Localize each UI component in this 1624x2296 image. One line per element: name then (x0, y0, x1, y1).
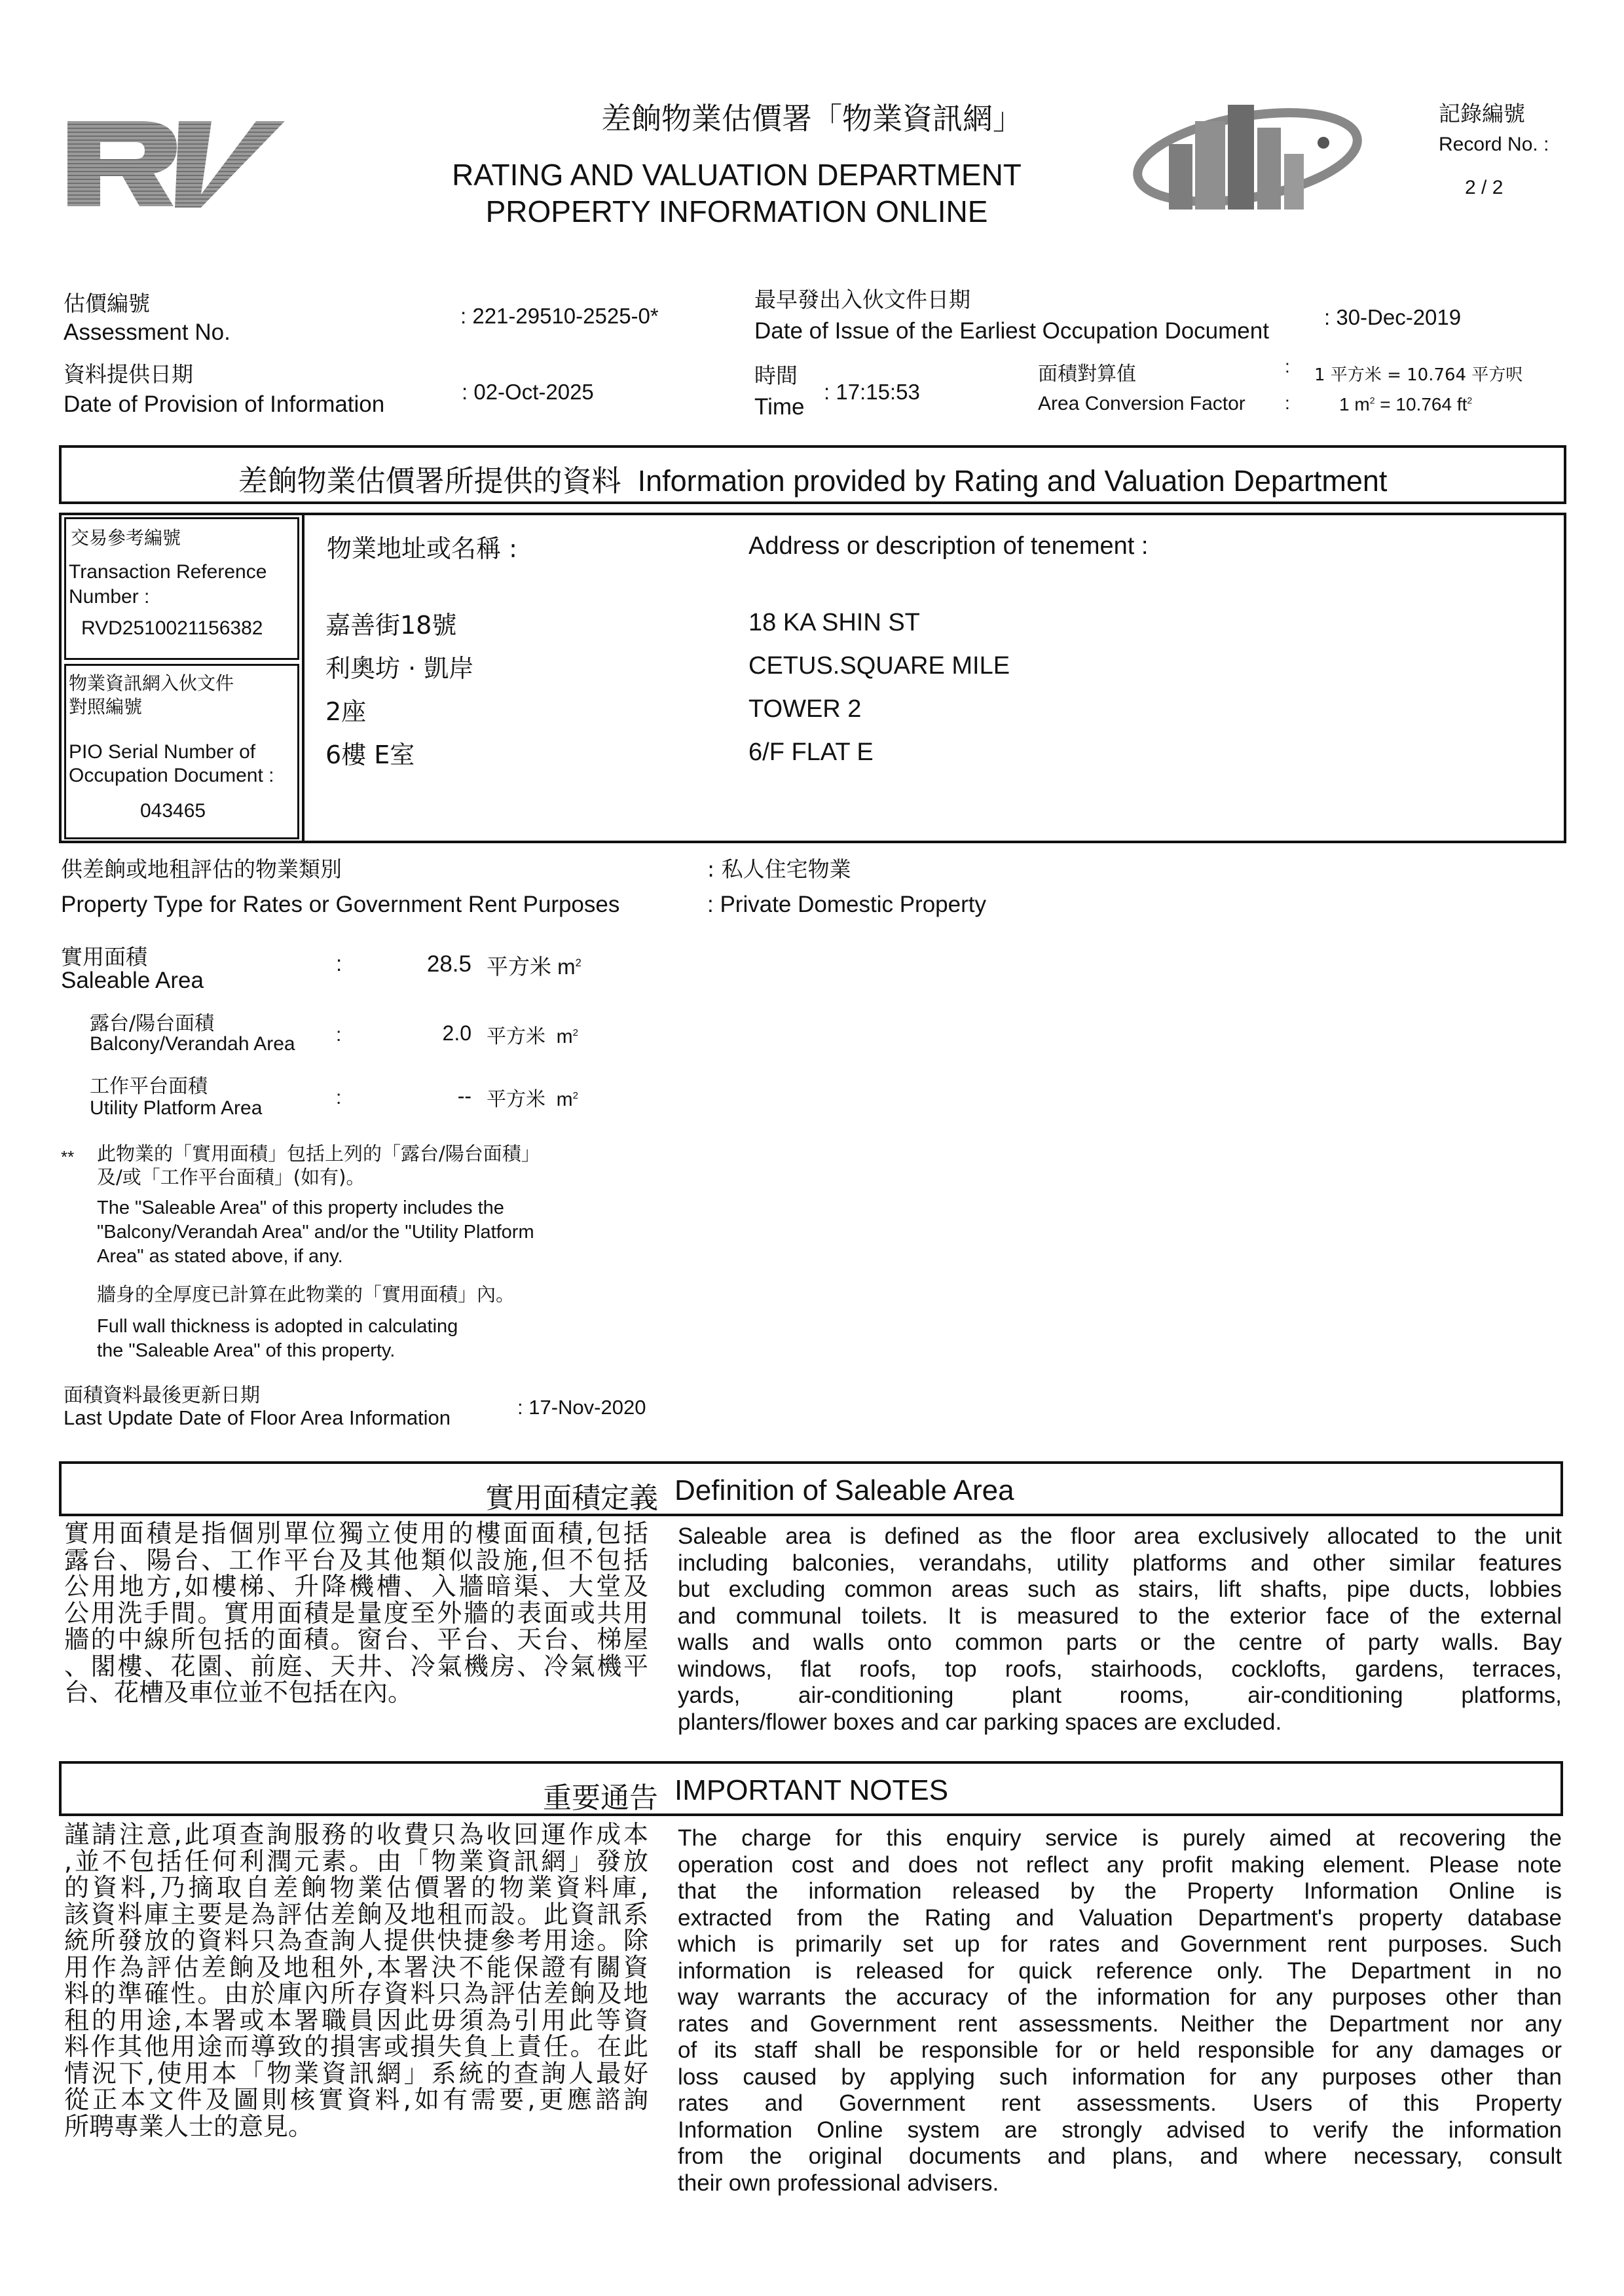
balcony-area-value: 2.0 (442, 1021, 471, 1045)
property-type-value-zh: : 私人住宅物業 (707, 856, 851, 882)
definition-title-zh: 實用面積定義 (485, 1482, 658, 1515)
note-asterisk: ** (61, 1147, 75, 1167)
assessment-value: : 221-29510-2525-0* (460, 304, 659, 328)
header-title-en-1: RATING AND VALUATION DEPARTMENT (452, 158, 1022, 192)
note1-en-line: Area" as stated above, if any. (97, 1246, 343, 1267)
time-label-en: Time (754, 394, 805, 420)
important-zh-line: 統所發放的資料只為查詢人提供快捷參考用途。除 (64, 1927, 648, 1954)
utility-area-unit: 平方米 $m^2$ (487, 1088, 579, 1111)
important-en-line: extracted from the Rating and Valuation Department's property database (678, 1904, 1562, 1931)
property-type-label-zh: 供差餉或地租評估的物業類別 (61, 856, 342, 882)
transaction-ref-label-en-1: Transaction Reference (69, 561, 267, 583)
address-zh-line: 嘉善街18號 (325, 611, 457, 640)
important-en-line: rates and Government rent assessments. Users of this Property (678, 2090, 1562, 2116)
utility-area-label-en: Utility Platform Area (90, 1097, 263, 1119)
important-en-line: The charge for this enquiry service is purely aimed at recovering the (678, 1825, 1562, 1851)
pio-serial-label-zh-1: 物業資訊網入伙文件 (69, 672, 234, 694)
important-en-line: Information Online system are strongly advised to verify the information (678, 2117, 1562, 2143)
utility-area-label-zh: 工作平台面積 (90, 1075, 208, 1098)
definition-en-paragraph (678, 1523, 1562, 1736)
important-zh-line: 所聘專業人士的意見。 (64, 2113, 314, 2140)
important-title-zh: 重要通告 (543, 1781, 658, 1815)
important-en-paragraph (678, 1825, 1562, 2196)
important-zh-line: 租的用途,本署或本署職員因此毋須為引用此等資 (64, 2007, 648, 2033)
occupation-date-value: : 30-Dec-2019 (1324, 305, 1462, 329)
definition-title-en: Definition of Saleable Area (674, 1474, 1014, 1506)
definition-zh-line: 露台、陽台、工作平台及其他類似設施,但不包括 (64, 1546, 648, 1573)
saleable-area-value: 28.5 (426, 951, 471, 977)
address-label-en: Address or description of tenement : (748, 532, 1149, 560)
occupation-date-label-en: Date of Issue of the Earliest Occupation Document (754, 318, 1269, 344)
important-en-line: of its staff shall be responsible for or held responsible for any damages or (678, 2037, 1562, 2063)
address-en-line: TOWER 2 (748, 695, 862, 723)
definition-en-line: but excluding common areas such as stairs, lift shafts, pipe ducts, lobbies (678, 1576, 1562, 1602)
address-en-line: CETUS.SQUARE MILE (748, 652, 1010, 680)
transaction-ref-label-zh: 交易參考編號 (71, 527, 181, 549)
balcony-area-label-zh: 露台/陽台面積 (90, 1012, 215, 1035)
address-zh-line: 利奧坊 · 凱岸 (325, 654, 474, 683)
important-zh-paragraph (64, 1821, 648, 2140)
pio-buildings-icon (1130, 92, 1365, 216)
pio-serial-label-zh-2: 對照編號 (69, 696, 143, 718)
pio-serial-value: 043465 (140, 800, 206, 822)
important-en-line: from the original documents and plans, and where necessary, consult (678, 2143, 1562, 2169)
last-update-label-en: Last Update Date of Floor Area Information (64, 1406, 451, 1429)
address-en-line: 18 KA SHIN ST (748, 609, 920, 636)
note1-en-line: The "Saleable Area" of this property includes the (97, 1197, 504, 1218)
definition-en-line: walls and walls onto common parts or the centre of party walls. Bay (678, 1630, 1562, 1655)
important-en-line: way warrants the accuracy of the information for any purposes other than (678, 1984, 1562, 2010)
important-zh-line: 該資料庫主要是為評估差餉及地租而設。此資訊系 (64, 1901, 648, 1927)
note2-en-line: the "Saleable Area" of this property. (97, 1340, 396, 1361)
definition-en-line: Saleable area is defined as the floor area exclusively allocated to the unit (678, 1523, 1562, 1549)
note1-zh-line: 此物業的「實用面積」包括上列的「露台/陽台面積」 (97, 1142, 540, 1165)
time-label-zh: 時間 (754, 363, 798, 388)
important-zh-line: 情況下,使用本「物業資訊網」系統的查詢人最好 (64, 2060, 648, 2086)
definition-en-line: including balconies, verandahs, utility platforms and other similar features (678, 1550, 1562, 1576)
record-no-value: 2 / 2 (1465, 177, 1504, 198)
important-zh-line: 料作其他用途而導致的損害或損失負上責任。在此 (64, 2033, 648, 2060)
saleable-area-unit: 平方米 $m^2$ (487, 954, 581, 979)
saleable-area-label-en: Saleable Area (61, 968, 204, 993)
definition-en-line: and communal toilets. It is measured to the exterior face of the external (678, 1603, 1562, 1629)
important-title-en: IMPORTANT NOTES (674, 1774, 949, 1806)
definition-zh-line: 公用地方,如樓梯、升降機槽、入牆暗渠、大堂及 (64, 1573, 648, 1600)
definition-zh-line: 實用面積是指個別單位獨立使用的樓面面積,包括 (64, 1520, 648, 1547)
important-zh-line: ,並不包括任何利潤元素。由「物業資訊網」發放 (64, 1848, 648, 1874)
balcony-area-label-en: Balcony/Verandah Area (90, 1033, 295, 1055)
note1-en-line: "Balcony/Verandah Area" and/or the "Utility Platform (97, 1222, 534, 1243)
pio-serial-label-en-2: Occupation Document : (69, 765, 274, 786)
conversion-factor-zh: 1 平方米 = 10.764 平方呎 (1314, 365, 1523, 385)
important-en-line: loss caused by applying such information for any purposes other than (678, 2064, 1562, 2090)
balcony-area-colon: : (336, 1024, 342, 1046)
transaction-ref-value: RVD2510021156382 (81, 617, 263, 639)
important-en-line: their own professional advisers. (678, 2170, 999, 2196)
conversion-factor-colon-1: : (1285, 356, 1290, 376)
address-label-zh: 物業地址或名稱 : (327, 534, 517, 563)
assessment-label-zh: 估價編號 (64, 291, 150, 316)
last-update-value: : 17-Nov-2020 (517, 1396, 646, 1419)
last-update-label-zh: 面積資料最後更新日期 (64, 1384, 260, 1407)
saleable-area-label-zh: 實用面積 (61, 944, 147, 970)
header-title-en-2: PROPERTY INFORMATION ONLINE (485, 194, 988, 228)
balcony-area-unit: 平方米 $m^2$ (487, 1025, 579, 1048)
transaction-ref-label-en-2: Number : (69, 586, 150, 608)
definition-en-line: yards, air-conditioning plant rooms, air-conditioning platforms, (678, 1683, 1562, 1708)
definition-zh-line: 牆的中線所包括的面積。窗台、平台、天台、梯屋 (64, 1626, 648, 1653)
provision-date-label-en: Date of Provision of Information (64, 392, 385, 417)
note2-zh-line: 牆身的全厚度已計算在此物業的「實用面積」內。 (97, 1283, 515, 1305)
definition-en-line: planters/flower boxes and car parking spaces are excluded. (678, 1709, 1282, 1735)
important-zh-line: 料的準確性。由於庫內所存資料只為評估差餉及地 (64, 1980, 648, 2007)
definition-zh-paragraph (64, 1520, 648, 1706)
definition-zh-line: 公用洗手間。實用面積是量度至外牆的表面或共用 (64, 1599, 648, 1626)
provision-date-label-zh: 資料提供日期 (64, 361, 193, 387)
conversion-factor-colon-2: : (1285, 393, 1290, 413)
conversion-factor-label-en: Area Conversion Factor (1038, 393, 1246, 414)
info-section-title: 差餉物業估價署所提供的資料 Information provided by Rating and Valuation Department (238, 464, 1388, 498)
conversion-factor-en: 1 $m^2 = 10.764$ $ft^2$ (1339, 394, 1473, 414)
important-zh-line: 用作為評估差餉及地租外,本署決不能保證有關資 (64, 1954, 648, 1980)
saleable-area-colon: : (336, 951, 342, 975)
header-title-zh: 差餉物業估價署「物業資訊網」 (601, 101, 1023, 136)
important-en-line: information is released for quick reference only. The Department in no (678, 1958, 1562, 1984)
definition-zh-line: 台、花槽及車位並不包括在內。 (64, 1679, 413, 1706)
important-zh-line: 謹請注意,此項查詢服務的收費只為收回運作成本 (64, 1821, 648, 1848)
important-en-line: operation cost and does not reflect any profit making element. Please note (678, 1851, 1562, 1878)
definition-zh-line: 、閣樓、花園、前庭、天井、冷氣機房、冷氣機平 (64, 1652, 648, 1679)
important-en-line: which is primarily set up for rates and Government rent purposes. Such (678, 1931, 1562, 1957)
occupation-date-label-zh: 最早發出入伙文件日期 (754, 287, 970, 312)
note2-en-line: Full wall thickness is adopted in calculating (97, 1316, 458, 1337)
utility-area-value: -- (457, 1084, 471, 1108)
important-en-line: rates and Government rent assessments. Neither the Department nor any (678, 2011, 1562, 2037)
property-type-label-en: Property Type for Rates or Government Rent Purposes (61, 892, 620, 917)
address-en-line: 6/F FLAT E (748, 738, 874, 766)
important-zh-line: 的資料,乃摘取自差餉物業估價署的物業資料庫, (64, 1874, 648, 1901)
pio-serial-label-en-1: PIO Serial Number of (69, 741, 256, 763)
record-no-label-zh: 記錄編號 (1439, 101, 1525, 126)
important-en-line: that the information released by the Property Information Online is (678, 1878, 1562, 1904)
address-zh-line: 6樓 E室 (325, 740, 415, 769)
utility-area-colon: : (336, 1087, 342, 1108)
conversion-factor-label-zh: 面積對算值 (1038, 363, 1136, 386)
record-no-label-en: Record No. : (1439, 134, 1549, 155)
provision-date-value: : 02-Oct-2025 (462, 380, 594, 404)
time-value: : 17:15:53 (824, 380, 920, 404)
address-zh-line: 2座 (325, 697, 367, 726)
assessment-label-en: Assessment No. (64, 319, 231, 345)
note1-zh-line: 及/或「工作平台面積」(如有)。 (97, 1166, 365, 1188)
property-type-value-en: : Private Domestic Property (707, 892, 986, 917)
important-zh-line: 從正本文件及圖則核實資料,如有需要,更應諮詢 (64, 2086, 648, 2113)
definition-en-line: windows, flat roofs, top roofs, stairhoods, cocklofts, gardens, terraces, (678, 1656, 1562, 1682)
